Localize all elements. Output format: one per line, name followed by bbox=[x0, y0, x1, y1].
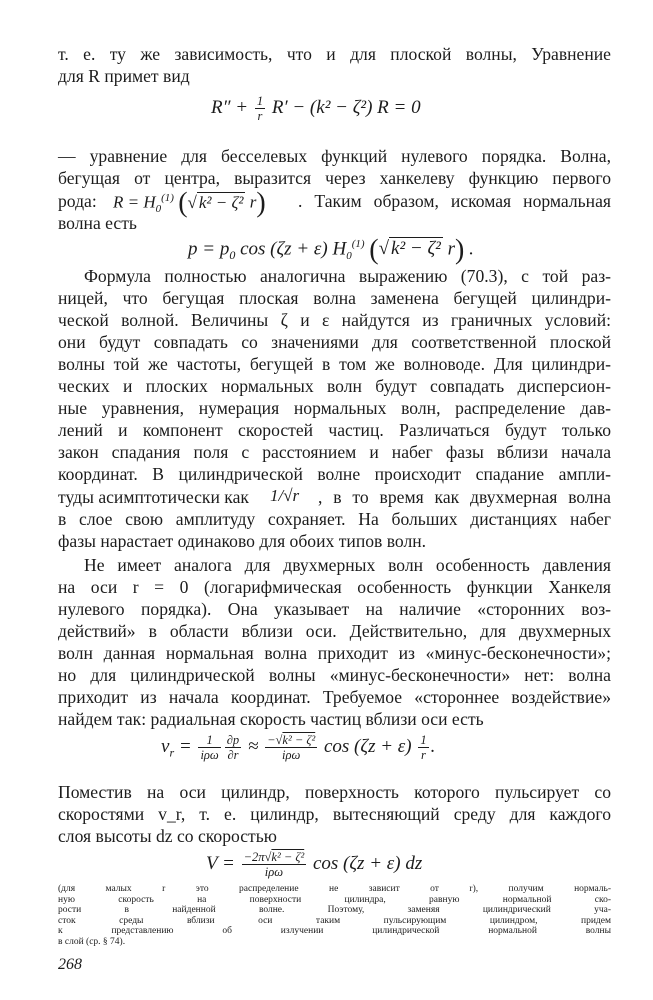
text-line: рости в найденной волне. Поэтому, заменяя цилиндрический уча- bbox=[58, 905, 611, 916]
text-line: найдем так: радиальная скорость частиц вблизи оси есть bbox=[58, 709, 484, 729]
text-line: волны той же частоты, бегущей в том же волноводе. Для цилиндри- bbox=[58, 354, 611, 374]
equation-decay: 1/√r bbox=[270, 486, 300, 505]
text-line: волна есть bbox=[58, 213, 137, 233]
text-line: бегущая от центра, выразится через ханкелеву функцию первого bbox=[58, 168, 611, 188]
text-line: в слое свою амплитуду сохраняет. На больших дистанциях набег bbox=[58, 509, 611, 529]
text-line: — уравнение для бесселевых функций нулевого порядка. Волна, bbox=[58, 146, 611, 166]
text-line: они будут совпадать со значениями для соответственной плоской bbox=[58, 332, 611, 352]
equation-source: V = $\frac{\text{−2π√k² − ζ²}}{\text{iρω}}$ cos (ζz + ε) dz bbox=[206, 850, 423, 879]
text-line: сток среды вблизи оси таким пульсирующим цилиндром, придем bbox=[58, 915, 611, 926]
text-line: на оси r = 0 (логарифмическая особенность функции Ханкеля bbox=[58, 577, 611, 597]
text-line: координат. В цилиндрической волне происходит спадание ампли- bbox=[58, 464, 611, 484]
text-line: ческой волной. Величины ζ и ε найдутся из граничных условий: bbox=[58, 310, 611, 330]
text-line: для R примет вид bbox=[58, 66, 190, 86]
text-line: лений и компонент скоростей частиц. Различаться будут только bbox=[58, 420, 611, 440]
text-line: Не имеет аналога для двухмерных волн особенность давления bbox=[84, 555, 611, 575]
text-line: скоростями v_r, т. е. цилиндр, вытесняющий среду для каждого bbox=[58, 804, 611, 824]
text-line: в слой (ср. § 74). bbox=[58, 937, 126, 947]
text-line: ную скорость на поверхности цилиндра, равную нормальной ско- bbox=[58, 894, 611, 905]
equation-velocity: $v_r$ = $\frac{1}{\text{iρω}}$ $\frac{\partial p}{\partial r}$ ≈ $\frac{\text{−√k² − ζ²}}{\text{iρω}}$ cos (ζz + ε) $\frac{1}{r}$ . bbox=[161, 733, 436, 762]
equation-pressure: $p = p_0$ cos (ζz + ε) $H_0^{(1)}$ (√ k² − ζ² r) . bbox=[188, 234, 474, 266]
text-line: нулевого порядка). Она указывает на наличие «сторонних воз- bbox=[58, 599, 611, 619]
text-line: слоя высоты dz со скоростью bbox=[58, 826, 277, 846]
text-line: к представлению об излучении цилиндрической нормальной волны bbox=[58, 926, 611, 937]
text-line: . Таким образом, искомая нормальная bbox=[298, 191, 611, 211]
text-line: закон спадания поля с расстоянием и набег фазы вблизи начала bbox=[58, 442, 611, 462]
text-line: приходит из начала координат. Требуемое «стороннее воздействие» bbox=[58, 687, 611, 707]
text-line: фазы нарастает одинаково для обоих типов волн. bbox=[58, 531, 427, 551]
text-line: , в то время как двухмерная волна bbox=[318, 487, 611, 507]
text-line: но для цилиндрической волны «минус-бесконечности» нет: волна bbox=[58, 665, 611, 685]
text-line: волн данная нормальная волна приходит из «минус-бесконечности»; bbox=[58, 643, 611, 663]
text-line: ческих и плоских нормальных волн будут совпадать дисперсион- bbox=[58, 376, 611, 396]
text-line: туды асимптотически как bbox=[58, 487, 249, 507]
page-number: 268 bbox=[58, 956, 82, 973]
equation-bessel: R″ + $\frac{1}{r}$ R′ − (k² − ζ²) R = 0 bbox=[211, 94, 421, 123]
equation-hankel-r: $R = H_0^{(1)}$ (√ k² − ζ² r) bbox=[113, 187, 266, 219]
text-line: Поместив на оси цилиндр, поверхность которого пульсирует со bbox=[58, 782, 611, 802]
text-line: (для малых r это распределение не зависит от r), получим нормаль- bbox=[58, 884, 611, 894]
text-line: Формула полностью аналогична выражению (70.3), с той раз- bbox=[84, 266, 611, 286]
text-line: т. е. ту же зависимость, что и для плоской волны, Уравнение bbox=[58, 44, 611, 64]
text-line: ницей, что бегущая плоская волна заменена бегущей цилиндри- bbox=[58, 288, 611, 308]
text-line: действий» в области вблизи оси. Действительно, для двухмерных bbox=[58, 621, 611, 641]
text-line: ные уравнения, нумерация нормальных волн, распределение дав- bbox=[58, 398, 611, 418]
text-line: рода: bbox=[58, 191, 97, 211]
